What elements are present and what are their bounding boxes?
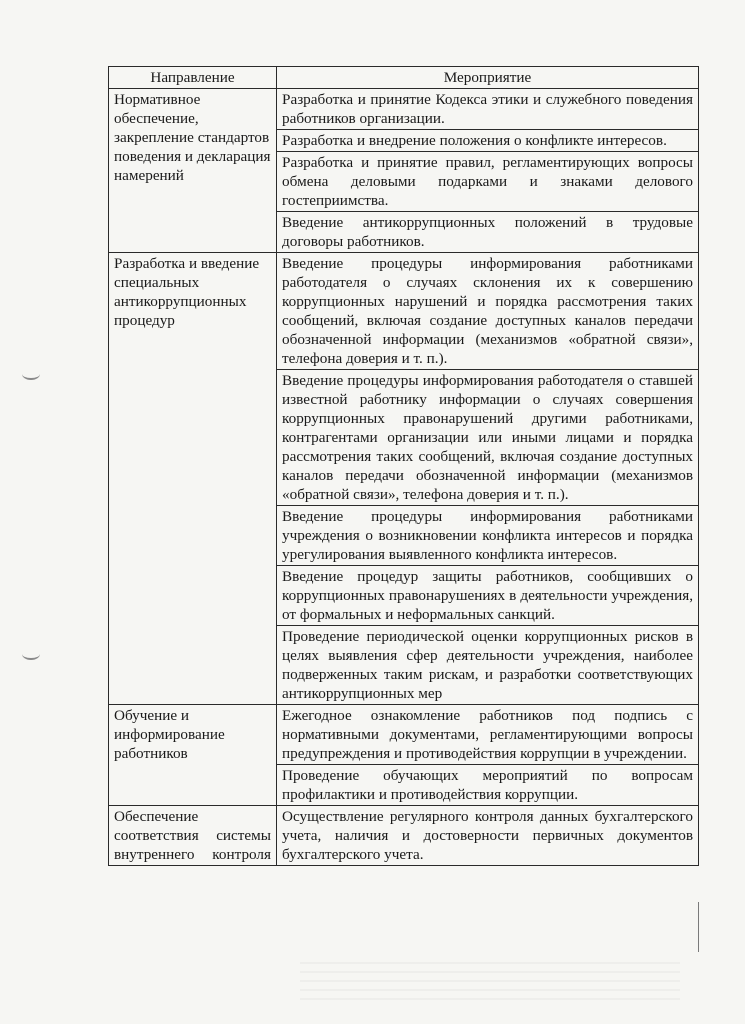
- activity-cell: Введение антикоррупционных положений в трудовые договоры работников.: [277, 212, 699, 253]
- activity-cell: Проведение обучающих мероприятий по вопросам профилактики и противодействия коррупции.: [277, 765, 699, 806]
- scan-punch-mark: [22, 648, 40, 660]
- activity-cell: Ежегодное ознакомление работников под подпись с нормативными документами, регламентирующими вопросы предупреждения и противодействия коррупции в учреждении.: [277, 705, 699, 765]
- table-row: [109, 253, 699, 370]
- activity-cell: Осуществление регулярного контроля данных бухгалтерского учета, наличия и достоверности первичных документов бухгалтерского учета.: [277, 806, 699, 866]
- activity-cell: Введение процедуры информирования работодателя о ставшей известной работнику информации о случаях совершения коррупционных правонарушений другими работниками, контрагентами организации или иными лицами и порядка рассмотрения таких сообщений, включая создание доступных каналов передачи обозначенной информации (механизмов «обратной связи», телефона доверия и т. п.).: [277, 370, 699, 506]
- table-row: [109, 705, 699, 765]
- activity-cell: Проведение периодической оценки коррупционных рисков в целях выявления сфер деятельности учреждения, наиболее подверженных таким рискам, и разработки соответствующих антикоррупционных мер: [277, 626, 699, 705]
- activity-cell: Введение процедур защиты работников, сообщивших о коррупционных правонарушениях в деятельности учреждения, от формальных и неформальных санкций.: [277, 566, 699, 626]
- header-direction: Направление: [109, 67, 277, 89]
- scan-bleed-through: [300, 960, 680, 1000]
- direction-cell: Обучение и информирование работников: [109, 705, 277, 806]
- header-activity: Мероприятие: [277, 67, 699, 89]
- anticorruption-measures-table: [108, 66, 699, 866]
- activity-cell: Введение процедуры информирования работниками учреждения о возникновении конфликта интересов и порядка урегулирования выявленного конфликта интересов.: [277, 506, 699, 566]
- scan-punch-mark: [22, 368, 40, 380]
- direction-cell: Разработка и введение специальных антикоррупционных процедур: [109, 253, 277, 705]
- table-header-row: [109, 67, 699, 89]
- activity-cell: Разработка и внедрение положения о конфликте интересов.: [277, 130, 699, 152]
- activity-cell: Разработка и принятие правил, регламентирующих вопросы обмена деловыми подарками и знаками делового гостеприимства.: [277, 152, 699, 212]
- direction-cell: Нормативное обеспечение, закрепление стандартов поведения и декларация намерений: [109, 89, 277, 253]
- activity-cell: Введение процедуры информирования работниками работодателя о случаях склонения их к совершению коррупционных нарушений и порядка рассмотрения таких сообщений, включая создание доступных каналов передачи обозначенной информации (механизмов «обратной связи», телефона доверия и т. п.).: [277, 253, 699, 370]
- direction-cell: Обеспечение соответствия системы внутреннего контроля: [109, 806, 277, 866]
- table-row: [109, 89, 699, 130]
- table-row: [109, 806, 699, 866]
- activity-cell: Разработка и принятие Кодекса этики и служебного поведения работников организации.: [277, 89, 699, 130]
- table-border-continuation: [698, 902, 699, 952]
